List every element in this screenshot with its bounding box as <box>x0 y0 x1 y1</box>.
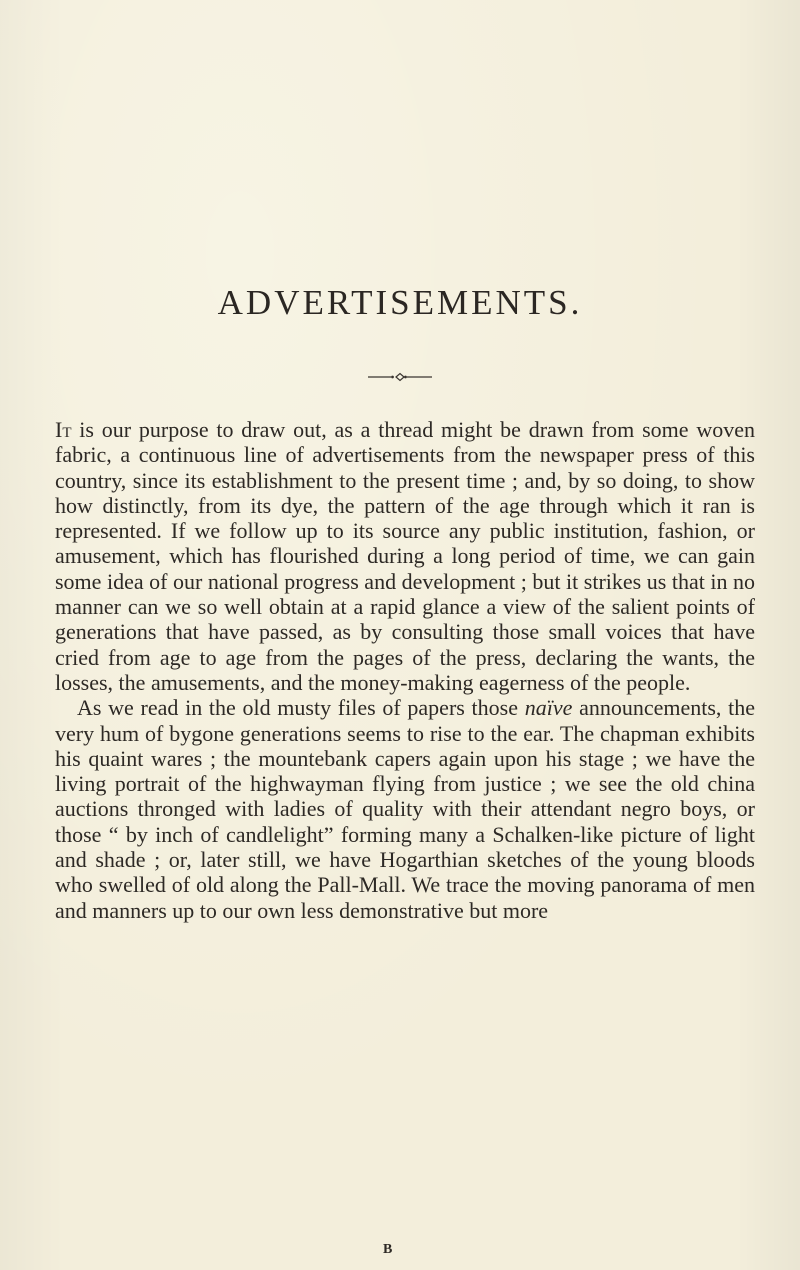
paragraph-1-lead: It <box>55 417 72 442</box>
paragraph-2-after: announcements, the very hum of bygone generations seems to rise to the ear. The chapman exhibits his quaint wares ; the mountebank capers again upon his stage ; we have the living portrait of the highwayman flying from justice ; we see the old china auctions thronged with ladies of quality with their attendant negro boys, or those “ by inch of candlelight” forming many a Schalken-like picture of light and shade ; or, later still, we have Hogarthian sketches of the young bloods who swelled of old along the Pall-Mall. We trace the moving panorama of men and manners up to our own less demonstrative but more <box>55 695 755 923</box>
ornament-divider-icon <box>366 372 434 382</box>
paragraph-1-text: is our purpose to draw out, as a thread might be drawn from some woven fabric, a continuous line of advertisements from the newspaper press of this country, since its establishment to the present time ; and, by so doing, to show how distinctly, from its dye, the pattern of the age through which it ran is represented. If we follow up to its source any public institution, fashion, or amusement, which has flourished during a long period of time, we can gain some idea of our national progress and development ; but it strikes us that in no manner can we so well obtain at a rapid glance a view of the salient points of generations that have passed, as by consulting those small voices that have cried from age to age from the pages of the press, declaring the wants, the losses, the amusements, and the money-making eagerness of the people. <box>55 417 755 695</box>
page-title: ADVERTISEMENTS. <box>217 283 583 322</box>
paragraph-1 <box>55 417 755 695</box>
paragraph-2-before: As we read in the old musty files of papers those <box>77 695 525 721</box>
paragraph-2-italic: naïve <box>524 695 573 721</box>
paragraph-2 <box>55 695 755 923</box>
signature-mark: B <box>383 1242 393 1257</box>
body-text <box>55 417 755 923</box>
